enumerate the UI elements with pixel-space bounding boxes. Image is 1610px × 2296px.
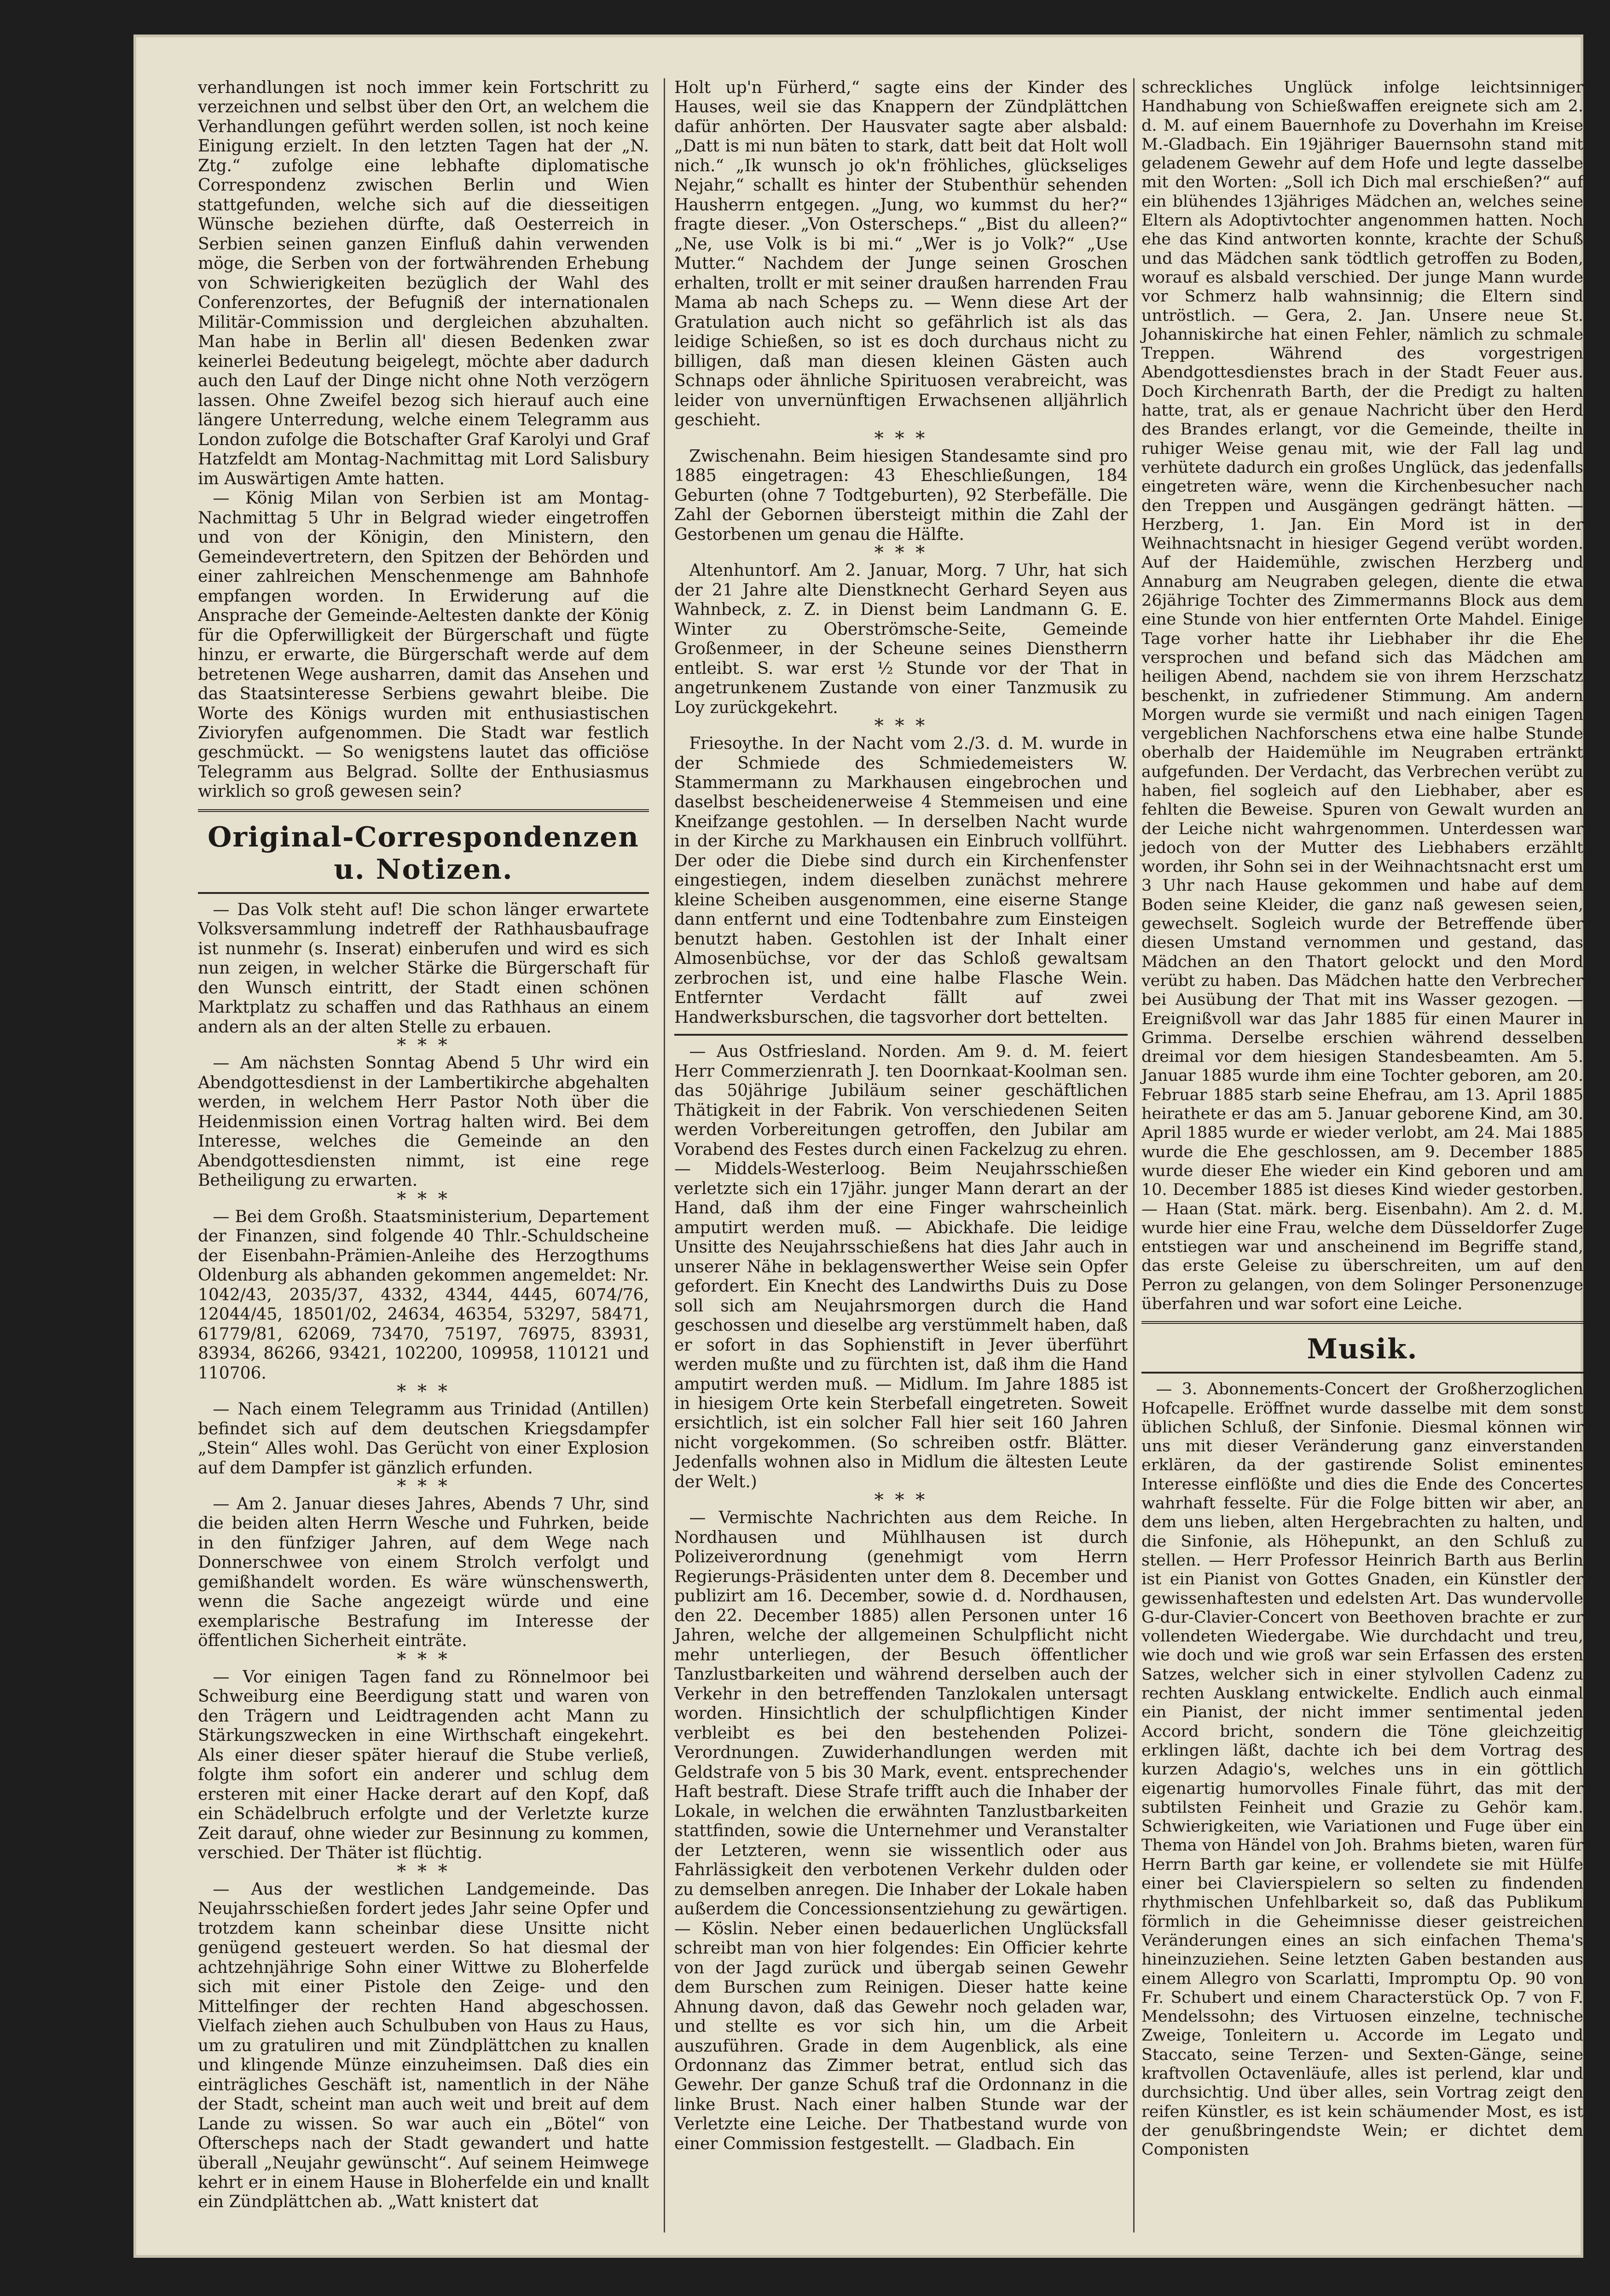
article-altenhuntorf: Altenhuntorf. Am 2. Januar, Morg. 7 Uhr, hat sich der 21 Jahre alte Dienstknecht Gerhard Seyen aus Wahnbeck, z. Z. in Dienst beim Landmann G. E. Winter zu Oberströmsche-Seite, Gemeinde Großenmeer, in der Scheune seines Dienstherrn entleibt. S. war erst ½ Stunde vor der That in angetrunkenem Zustande von einer Tanzmusik zu Loy zurückgekehrt. (674, 561, 1128, 717)
section-rule (1141, 1372, 1583, 1374)
separator: * * * (874, 428, 928, 449)
column-1 (198, 78, 649, 2212)
article-schuldscheine: — Bei dem Großh. Staatsministerium, Departement der Finanzen, sind folgende 40 Thlr.-Schuldscheine der Eisenbahn-Prämien-Anleihe des Herzogthums Oldenburg als abhanden gekommen angemeldet: Nr. 1042/43, 2035/37, 4332, 4344, 4445, 6074/76, 12044/45, 18501/02, 24634, 46354, 53297, 58471, 61779/81, 62069, 73470, 75197, 76975, 83931, 83934, 86266, 93421, 102200, 109958, 110121 und 110706. (198, 1207, 649, 1383)
separator: * * * (397, 1861, 450, 1882)
article-friesoythe: Friesoythe. In der Nacht vom 2./3. d. M. wurde in der Schmiede des Schmiedemeisters W. Stammermann zu Markhausen eingebrochen und daselbst bescheidenerweise 4 Stemmeisen und eine Kneifzange gestohlen. — In derselben Nacht wurde in der Kirche zu Markhausen ein Einbruch vollführt. Der oder die Diebe sind durch ein Kirchenfenster eingestiegen, indem dieselben zunächst mehrere kleine Scheiben ausgenommen, eine eiserne Stange dann entfernt und eine Todtenbahre zum Einsteigen benutzt haben. Gestohlen ist der Inhalt einer Almosenbüchse, vor der das Schloß gewaltsam zerbrochen ist, und eine halbe Flasche Wein. Entfernter Verdacht fällt auf zwei Handwerksburschen, die tagsvorher dort bettelten. (674, 734, 1128, 1027)
article-abendgottesdienst: — Am nächsten Sonntag Abend 5 Uhr wird ein Abendgottesdienst in der Lambertikirche abgehalten werden, in welchem Herr Pastor Noth über die Heidenmission einen Vortrag halten wird. Bei dem Interesse, welches die Gemeinde an den Abendgottesdiensten nimmt, ist eine rege Betheiligung zu erwarten. (198, 1054, 649, 1190)
separator: * * * (397, 1381, 450, 1403)
article-vermischte-nachrichten: — Vermischte Nachrichten aus dem Reiche. In Nordhausen und Mühlhausen ist durch Polizeiverordnung (genehmigt vom Herrn Regierungs-Präsidenten unter dem 8. December und publizirt am 16. December, sowie d. d. Nordhausen, den 22. December 1885) allen Personen unter 16 Jahren, welche der allgemeinen Schulpflicht nicht mehr unterliegen, der Besuch öffentlicher Tanzlustbarkeiten und während derselben auch der Verkehr in den betreffenden Tanzlokalen untersagt worden. Hinsichtlich der schulpflichtigen Kinder verbleibt es bei den bestehenden Polizei-Verordnungen. Zuwiderhandlungen werden mit Geldstrafe von 5 bis 30 Mark, event. entsprechender Haft bestraft. Diese Strafe trifft auch die Inhaber der Lokale, in welchen die erwähnten Tanzlustbarkeiten stattfinden, sowie die Unternehmer und Veranstalter der Letzteren, wenn sie wissentlich oder aus Fahrlässigkeit den verbotenen Verkehr dulden oder zu demselben anregen. Die Inhaber der Lokale haben außerdem die Concessionsentziehung zu gewärtigen. — Köslin. Neber einen bedauerlichen Unglücksfall schreibt man von hier folgendes: Ein Officier kehrte von der Jagd zurück und übergab seinen Gewehr dem Burschen zum Reinigen. Dieser hatte keine Ahnung davon, daß das Gewehr noch geladen war, und stellte es vor sich hin, um die Arbeit auszuführen. Grade in dem Augenblick, als eine Ordonnanz das Zimmer betrat, entlud sich das Gewehr. Der ganze Schuß traf die Ordonnanz in die linke Brust. Nach einer halben Stunde war der Verletzte eine Leiche. Der Thatbestand wurde von einer Commission festgestellt. — Gladbach. Ein (674, 1508, 1128, 2153)
article-continuation: Holt up'n Fürherd,“ sagte eins der Kinder des Hauses, weil sie das Knappern der Zündplättchen dafür anhörten. Der Hausvater sagte aber alsbald: „Datt is mi nun bäten to stark, datt beit dat Holt woll nich.“ „Ik wunsch jo ok'n fröhliches, glückseliges Nejahr,“ schallt es hinter der Stubenthür sehenden Hausherrn entgegen. „Jung, wo kummst du her?“ fragte dieser. „Von Osterscheps.“ „Bist du alleen?“ „Ne, use Volk is bi mi.“ „Wer is jo Volk?“ „Use Mutter.“ Nachdem der Junge seinen Groschen erhalten, trollt er mit seiner draußen harrenden Frau Mama ab nach Scheps zu. — Wenn diese Art der Gratulation auch nicht so gefährlich ist als das leidige Schießen, so ist es doch durchaus nicht zu billigen, daß man diesen kleinen Gästen auch Schnaps oder ähnliche Spirituosen verabreicht, was leider von unvernünftigen Erwachsenen alljährlich geschieht. (674, 78, 1128, 430)
column-divider (1133, 78, 1135, 2232)
section-rule (674, 1034, 1128, 1036)
article-kriegsdampfer: — Nach einem Telegramm aus Trinidad (Antillen) befindet sich auf dem deutschen Kriegsdampfer „Stein“ Alles wohl. Das Gerücht von einer Explosion auf dem Dampfer ist gänzlich erfunden. (198, 1400, 649, 1478)
section-rule (198, 892, 649, 894)
article-ostfriesland: — Aus Ostfriesland. Norden. Am 9. d. M. feiert Herr Commerzienrath J. ten Doornkaat-Koolman sen. das 50jährige Jubiläum seiner geschäftlichen Thätigkeit in der Fabrik. Von verschiedenen Seiten werden Vorbereitungen getroffen, den Jubilar am Vorabend des Festes durch einen Fackelzug zu ehren. — Middels-Westerloog. Beim Neujahrsschießen verletzte sich ein 17jähr. junger Mann derart an der Hand, daß ihm der eine Finger wahrscheinlich amputirt werden muß. — Abickhafe. Die leidige Unsitte des Neujahrsschießens hat dies Jahr auch in unserer Nähe in beklagenswerther Weise sein Opfer gefordert. Ein Knecht des Landwirths Duis zu Dose soll sich am Neujahrsmorgen durch die Hand geschossen und dieselbe arg verstümmelt haben, daß er sofort in das Sophienstift in Jever überführt werden mußte und zu fürchten ist, daß ihm die Hand amputirt werden muß. — Midlum. Im Jahre 1885 ist in hiesigem Orte kein Sterbefall eingetreten. Soweit ersichtlich, ist ein solcher Fall hier seit 160 Jahren nicht vorgekommen. (So schreiben ostfr. Blätter. Jedenfalls wohnen also in Midlum die ältesten Leute der Welt.) (674, 1042, 1128, 1491)
separator: * * * (397, 1035, 450, 1056)
section-heading: Original-Correspondenzen u. Notizen. (208, 821, 639, 886)
separator: * * * (397, 1648, 450, 1670)
separator: * * * (874, 715, 928, 737)
article-continuation: verhandlungen ist noch immer kein Fortschritt zu verzeichnen und selbst über den Ort, an welchem die Verhandlungen geführt werden sollen, ist noch keine Einigung erzielt. In den letzten Tagen hat der „N. Ztg.“ zufolge eine lebhafte diplomatische Correspondenz zwischen Berlin und Wien stattgefunden, welche sich auf die diesseitigen Wünsche beziehen dürfte, daß Oesterreich in Serbien seinen ganzen Einfluß dahin verwenden möge, die Serben von der fortwährenden Erhebung von Schwierigkeiten bezüglich der Wahl des Conferenzortes, der Befugniß der internationalen Militär-Commission und dergleichen abzuhalten. Man habe in Berlin all' diesen Bedenken zwar keinerlei Bedeutung beigelegt, möchte aber dadurch auch den Lauf der Dinge nicht ohne Noth verzögern lassen. Ohne Zweifel bezog sich hierauf auch eine längere Unterredung, welche einem Telegramm aus London zufolge die Botschafter Graf Karolyi und Graf Hatzfeldt am Montag-Nachmittag mit Lord Salisbury im Auswärtigen Amte hatten. (198, 78, 649, 488)
separator: * * * (874, 1490, 928, 1511)
column-divider (664, 78, 665, 2232)
article-volk-steht-auf: — Das Volk steht auf! Die schon länger erwartete Volksversammlung indetreff der Rathhausbaufrage ist nunmehr (s. Inserat) einberufen und wird es sich nun zeigen, in welcher Stärke die Bürgerschaft für den Wunsch eintritt, der Stadt einen schönen Marktplatz zu schaffen und das Rathhaus an einem andern als an der alten Stelle zu erbauen. (198, 900, 649, 1037)
separator: * * * (397, 1188, 450, 1210)
column-2 (674, 78, 1128, 2154)
article-koenig-milan: — König Milan von Serbien ist am Montag-Nachmittag 5 Uhr in Belgrad wieder eingetroffen und von der Königin, den Ministern, den Gemeindevertretern, den Spitzen der Behörden und einer zahlreichen Menschenmenge am Bahnhofe empfangen worden. In Erwiderung auf die Ansprache der Gemeinde-Aeltesten dankte der König für die Opferwilligkeit der Bürgerschaft und fügte hinzu, er erwarte, die Bürgerschaft werde auf dem betretenen Wege ausharren, damit das Ansehen und das Staatsinteresse Serbiens gewahrt bleibe. Die Worte des Königs wurden mit enthusiastischen Zivioryfen aufgenommen. Die Stadt war festlich geschmückt. — So wenigstens lautet das officiöse Telegramm aus Belgrad. Sollte der Enthusiasmus wirklich so groß gewesen sein? (198, 489, 649, 801)
separator: * * * (874, 542, 928, 564)
article-beerdigung: — Vor einigen Tagen fand zu Rönnelmoor bei Schweiburg eine Beerdigung statt und waren von den Trägern und Leidtragenden acht Mann zu Stärkungszwecken in eine Wirthschaft eingekehrt. Als einer dieser später hierauf die Stube verließ, folgte ihm sofort ein anderer und schlug dem ersteren mit einer Hacke derart auf den Kopf, daß ein Schädelbruch erfolgte und der Verletzte kurze Zeit darauf, ohne wieder zur Besinnung zu kommen, verschied. Der Thäter ist flüchtig. (198, 1667, 649, 1863)
article-strolch: — Am 2. Januar dieses Jahres, Abends 7 Uhr, sind die beiden alten Herrn Wesche und Fuhrken, beide in den fünfziger Jahren, auf dem Wege nach Donnerschwee von einem Strolch verfolgt und gemißhandelt worden. Es wäre wünschenswerth, wenn die Sache angezeigt würde und eine exemplarische Bestrafung im Interesse der öffentlichen Sicherheit einträte. (198, 1495, 649, 1651)
article-westliche-landgemeinde: — Aus der westlichen Landgemeinde. Das Neujahrsschießen fordert jedes Jahr seine Opfer und trotzdem kann scheinbar diese Unsitte nicht genügend gesteuert werden. So hat diesmal der achtzehnjährige Sohn einer Wittwe zu Bloherfelde sich mit einer Pistole den Zeige- und den Mittelfinger der rechten Hand abgeschossen. Vielfach ziehen auch Schulbuben von Haus zu Haus, um zu gratuliren und mit Zündplättchen zu knallen und klingende Münze einzuheimsen. Daß dies ein einträgliches Geschäft ist, namentlich in der Nähe der Stadt, scheint man auch weit und breit auf dem Lande zu wissen. So war auch ein „Bötel“ von Ofterscheps nach der Stadt gewandert und hatte überall „Neujahr gewünscht“. Auf seinem Heimwege kehrt er in einem Hause in Bloherfelde ein und knallt ein Zündplättchen ab. „Watt knistert dat (198, 1879, 649, 2212)
column-3 (1141, 78, 1583, 2159)
separator: * * * (397, 1476, 450, 1497)
section-rule (1141, 1321, 1583, 1324)
article-continuation: schreckliches Unglück infolge leichtsinniger Handhabung von Schießwaffen ereignete sich am 2. d. M. auf einem Bauernhofe zu Doverhahn im Kreise M.-Gladbach. Ein 19jähriger Bauernsohn stand mit geladenem Gewehr auf dem Hofe und legte dasselbe mit den Worten: „Soll ich Dich mal erschießen?“ auf ein blühendes 13jähriges Mädchen an, welches seine Eltern als Adoptivtochter angenommen hatten. Noch ehe das Kind antworten konnte, krachte der Schuß und das Mädchen sank tödtlich getroffen zu Boden, worauf es alsbald verschied. Der junge Mann wurde vor Schmerz halb wahnsinnig; die Eltern sind untröstlich. — Gera, 2. Jan. Unsere neue St. Johanniskirche hat einen Fehler, nämlich zu schmale Treppen. Während des vorgestrigen Abendgottesdienstes brach in der Stadt Feuer aus. Doch Kirchenrath Barth, der die Predigt zu halten hatte, trat, als er genaue Nachricht über den Herd des Brandes erlangt, vor die Gemeinde, theilte in ruhiger Weise genau mit, wie der Fall lag und verhütete dadurch ein großes Unglück, das jedenfalls eingetreten wäre, wenn die Kirchenbesucher nach den Treppen und Ausgängen gedrängt hätten. — Herzberg, 1. Jan. Ein Mord ist in der Weihnachtsnacht in hiesiger Gegend verübt worden. Auf der Haidemühle, zwischen Herzberg und Annaburg am Neugraben gelegen, diente die etwa 26jährige Tochter des Zimmermanns Block aus dem eine Stunde von hier entfernten Orte Mahdel. Einige Tage vorher hatte ihr Liebhaber ihr die Ehe versprochen und befand sich das Mädchen am heiligen Abend, nachdem sie von ihrem Herzschatz beschenkt, in zufriedener Stimmung. Am andern Morgen wurde sie vermißt und nach einigen Tagen vergeblichen Nachforschens etwa eine halbe Stunde oberhalb der Haidemühle im Neugraben ertränkt aufgefunden. Der Verdacht, das Verbrechen verübt zu haben, fiel sogleich auf den Liebhaber, aber es fehlten die Beweise. Spuren von Gewalt wurden an der Leiche nicht wahrgenommen. Unterdessen war jedoch von der Mutter des Liebhabers erzählt worden, ihr Sohn sei in der Weihnachtsnacht erst um 3 Uhr nach Hause gekommen und habe auf dem Boden seine Kleider, die ganz naß gewesen seien, gewechselt. Sogleich wurde der Betreffende über diesen Umstand vernommen und gestand, das Mädchen an den Thatort gelockt und den Mord verübt zu haben. Das Mädchen hatte den Verbrecher bei Ausübung der That mit ins Wasser gezogen. — Ereignißvoll war das Jahr 1885 für einen Maurer in Grimma. Derselbe erschien während desselben dreimal vor dem hiesigen Standesbeamten. Am 5. Januar 1885 wurde ihm eine Tochter geboren, am 20. Februar 1885 starb seine Ehefrau, am 13. April 1885 heirathete er das am 5. Januar geborene Kind, am 30. April 1885 wurde er wieder verlobt, am 24. Mai 1885 wurde die Ehe geschlossen, am 9. December 1885 wurde dieser Ehe wieder ein Kind geboren und am 10. December 1885 ist dieses Kind wieder gestorben. — Haan (Stat. märk. berg. Eisenbahn). Am 2. d. M. wurde hier eine Frau, welche dem Düsseldorfer Zuge entstiegen war und anscheinend im Begriffe stand, das erste Geleise zu überschreiten, um auf den Perron zu gelangen, von dem Solinger Personenzuge überfahren und war sofort eine Leiche. (1141, 78, 1583, 1313)
article-abonnements-concert: — 3. Abonnements-Concert der Großherzoglichen Hofcapelle. Eröffnet wurde dasselbe mit dem sonst üblichen Schluß, der Sinfonie. Diesmal können wir uns mit dieser Veränderung ganz einverstanden erklären, da der gastirende Solist eminentes Interesse einflößte und dies die Ende des Concertes wahrhaft fesselte. Für die Folge bitten wir aber, an dem uns lieben, alten Hergebrachten zu halten, und die Sinfonie, als Höhepunkt, an den Schluß zu stellen. — Herr Professor Heinrich Barth aus Berlin ist ein Pianist von Gottes Gnaden, ein Künstler der gewissenhaftesten und edelsten Art. Das wundervolle G-dur-Clavier-Concert von Beethoven brachte er zur vollendeten Wiedergabe. Wie durchdacht und treu, wie doch und wie groß war sein Erfassen des ersten Satzes, welcher sich in einer stylvollen Cadenz zu rechten Ausklang entwickelte. Endlich auch einmal ein Pianist, der nicht immer sentimental jeden Accord bricht, sondern die Töne gleichzeitig erklingen läßt, dachte ich bei dem Vortrag des kurzen Adagio's, welches uns in ein göttlich eigenartig humorvolles Finale führt, das mit der subtilsten Feinheit und Grazie zu Gehör kam. Schwierigkeiten, wie Variationen und Fuge über ein Thema von Händel von Joh. Brahms bieten, waren für Herrn Barth gar keine, er vollendete sie mit Hülfe einer bei Clavierspielern so selten zu findenden rhythmischen Unfehlbarkeit so, daß das Publikum förmlich in die Geheimnisse dieser geistreichen Veränderungen eines an sich einfachen Thema's hineinzuziehen. Seine letzten Gaben bestanden aus einem Allegro von Scarlatti, Impromptu Op. 90 von Fr. Schubert und einem Characterstück Op. 7 von F. Mendelssohn; des Virtuosen einzelne, technische Zweige, Tonleitern u. Accorde im Legato und Staccato, seine Terzen- und Sexten-Gänge, seine kraftvollen Octavenläufe, alles ist perlend, klar und durchsichtig. Und über alles, sein Vortrag zeigt den reifen Künstler, es ist kein schäumender Most, es ist der genußbringendste Wein; er dichtet dem Componisten (1141, 1380, 1583, 2159)
section-rule (198, 809, 649, 812)
section-heading-musik: Musik. (1307, 1333, 1418, 1366)
article-zwischenahn: Zwischenahn. Beim hiesigen Standesamte sind pro 1885 eingetragen: 43 Eheschließungen, 184 Geburten (ohne 7 Todtgeburten), 92 Sterbefälle. Die Zahl der Gebornen übersteigt mithin die Zahl der Gestorbenen um genau die Hälfte. (674, 446, 1128, 544)
